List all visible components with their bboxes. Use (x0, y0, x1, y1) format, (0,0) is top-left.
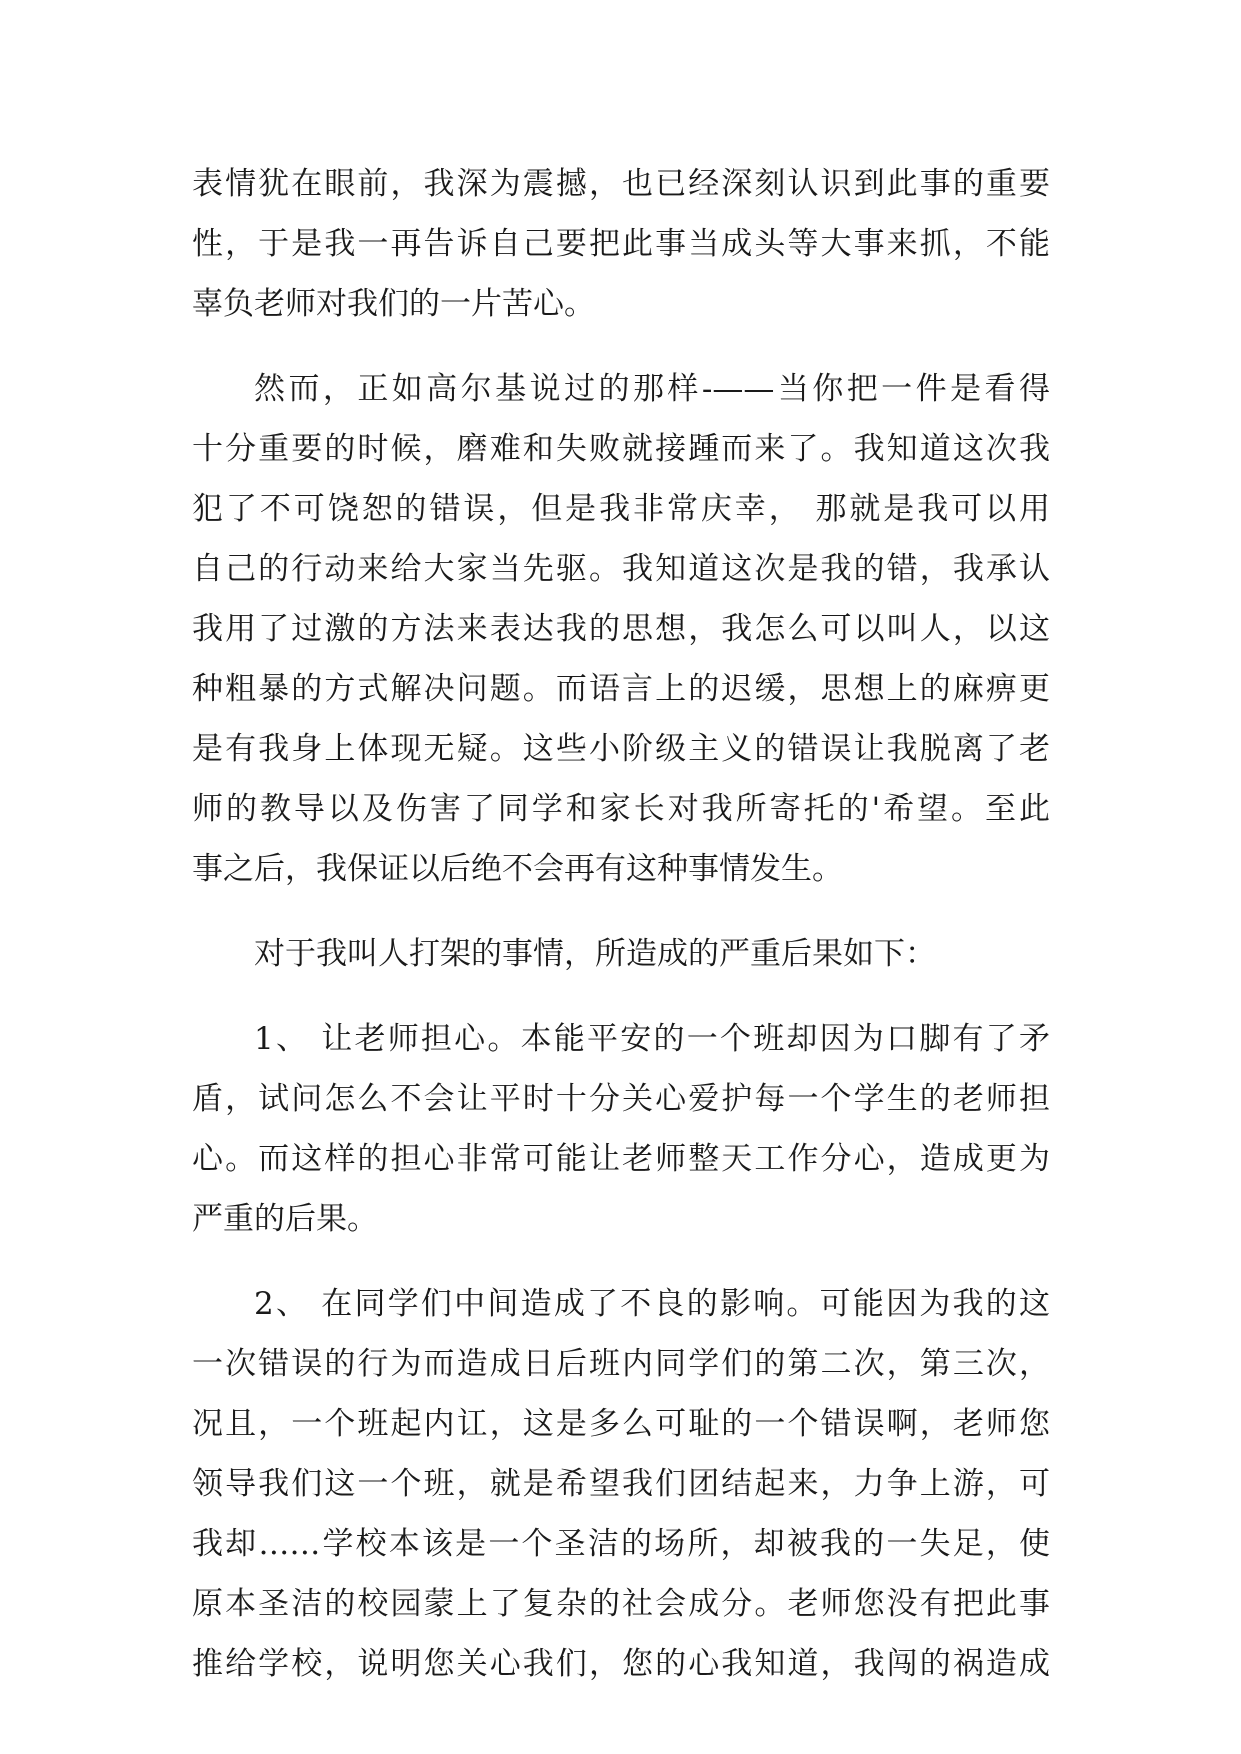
text-line: 犯了不可饶恕的错误，但是我非常庆幸， 那就是我可以用 (192, 491, 1050, 527)
text-line: 种粗暴的方式解决问题。而语言上的迟缓，思想上的麻痹更 (192, 671, 1050, 707)
text-line: 推给学校，说明您关心我们，您的心我知道，我闯的祸造成 (192, 1646, 1050, 1682)
paragraph (192, 154, 1050, 334)
text-line: 心。而这样的担心非常可能让老师整天工作分心，造成更为 (192, 1141, 1050, 1177)
document-body (192, 154, 1050, 1694)
text-line: 对于我叫人打架的事情，所造成的严重后果如下： (254, 936, 936, 972)
text-line: 事之后，我保证以后绝不会再有这种事情发生。 (192, 851, 843, 887)
text-line: 辜负老师对我们的一片苦心。 (192, 286, 595, 322)
text-line: 1、 让老师担心。本能平安的一个班却因为口脚有了矛 (254, 1021, 1050, 1057)
text-line: 性，于是我一再告诉自己要把此事当成头等大事来抓，不能 (192, 226, 1050, 262)
text-line: 严重的后果。 (192, 1201, 378, 1237)
text-line: 十分重要的时候，磨难和失败就接踵而来了。我知道这次我 (192, 431, 1050, 467)
text-line: 2、 在同学们中间造成了不良的影响。可能因为我的这 (254, 1286, 1050, 1322)
text-line: 盾，试问怎么不会让平时十分关心爱护每一个学生的老师担 (192, 1081, 1050, 1117)
paragraph (192, 1009, 1050, 1249)
text-line: 我却……学校本该是一个圣洁的场所，却被我的一失足，使 (192, 1526, 1050, 1562)
text-line: 是有我身上体现无疑。这些小阶级主义的错误让我脱离了老 (192, 731, 1050, 767)
text-line: 我用了过激的方法来表达我的思想，我怎么可以叫人，以这 (192, 611, 1050, 647)
text-line: 然而，正如高尔基说过的那样-——当你把一件是看得 (254, 371, 1050, 407)
text-line: 原本圣洁的校园蒙上了复杂的社会成分。老师您没有把此事 (192, 1586, 1050, 1622)
paragraph (192, 924, 1050, 984)
text-line: 师的教导以及伤害了同学和家长对我所寄托的'希望。至此 (192, 791, 1050, 827)
text-line: 自己的行动来给大家当先驱。我知道这次是我的错，我承认 (192, 551, 1050, 587)
text-line: 况且，一个班起内讧，这是多么可耻的一个错误啊，老师您 (192, 1406, 1050, 1442)
text-line: 领导我们这一个班，就是希望我们团结起来，力争上游，可 (192, 1466, 1050, 1502)
text-line: 一次错误的行为而造成日后班内同学们的第二次，第三次， (192, 1346, 1050, 1382)
paragraph (192, 359, 1050, 899)
text-line: 表情犹在眼前，我深为震撼，也已经深刻认识到此事的重要 (192, 166, 1050, 202)
paragraph (192, 1274, 1050, 1694)
